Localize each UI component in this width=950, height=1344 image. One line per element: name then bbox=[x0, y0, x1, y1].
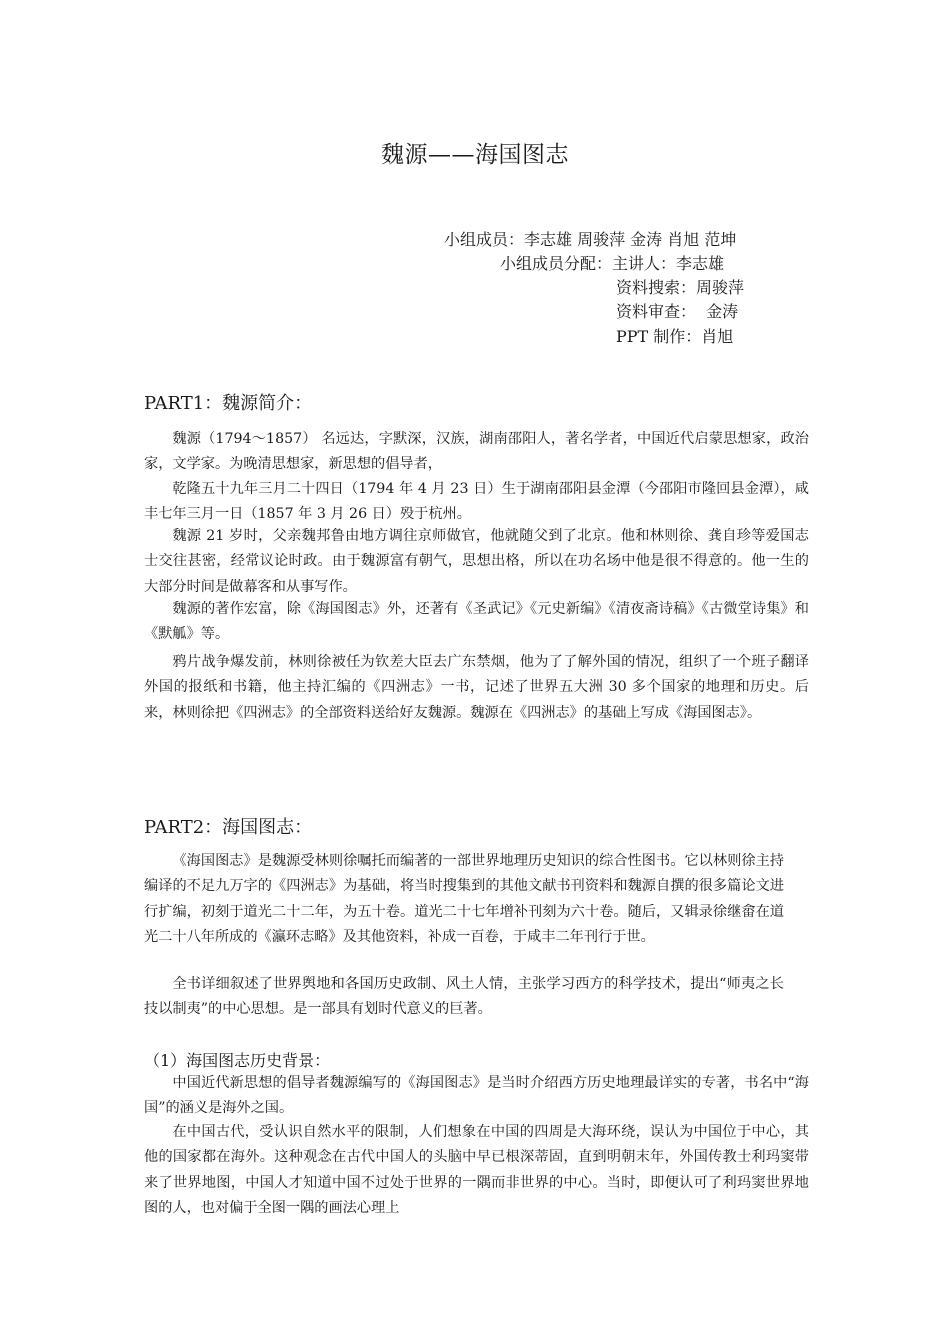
member-line-4: 资料审查： 金涛 bbox=[616, 302, 739, 321]
part1-heading: PART1：魏源简介： bbox=[144, 393, 313, 414]
part1-paragraph: 乾隆五十九年三月二十四日（1794 年 4 月 23 日）生于湖南邵阳县金潭（今邵阳市隆回县金潭），咸丰七年三月一日（1857 年 3 月 26 日）殁于杭州。 bbox=[144, 481, 809, 523]
member-line-3: 资料搜索：周骏萍 bbox=[616, 278, 745, 297]
part2-paragraph: 全书详细叙述了世界舆地和各国历史政制、风土人情，主张学习西方的科学技术，提出“师夷之长技以制夷”的中心思想。是一部具有划时代意义的巨著。 bbox=[144, 976, 784, 1018]
section1-paragraph: 在中国古代，受认识自然水平的限制，人们想象在中国的四周是大海环绕，误认为中国位于中心，其他的国家都在海外。这种观念在古代中国人的头脑中早已根深蒂固，直到明朝末年，外国传教士利玛窦带来了世界地图，中国人才知道中国不过处于世界的一隅而非世界的中心。当时，即便认可了利玛窦世界地图的人，也对偏于全图一隅的画法心理上 bbox=[144, 1124, 809, 1217]
part1-paragraph: 魏源 21 岁时，父亲魏邦鲁由地方调往京师做官，他就随父到了北京。他和林则徐、龚自珍等爱国志士交往甚密，经常议论时政。由于魏源富有朝气，思想出格，所以在功名场中他是很不得意的。他一生的大部分时间是做幕客和从事写作。 bbox=[144, 528, 809, 595]
section1-heading: （1）海国图志历史背景： bbox=[144, 1051, 331, 1070]
document-title: 魏源——海国图志 bbox=[381, 142, 569, 168]
member-line-1: 小组成员：李志雄 周骏萍 金涛 肖旭 范坤 bbox=[444, 230, 737, 249]
part1-paragraph: 鸦片战争爆发前，林则徐被任为钦差大臣去广东禁烟，他为了了解外国的情况，组织了一个班子翻译外国的报纸和书籍，他主持汇编的《四洲志》一书，记述了世界五大洲 30 多个国家的地理和历史。后来，林则徐把《四洲志》的全部资料送给好友魏源。魏源在《四洲志》的基础上写成《海国图志》。 bbox=[144, 654, 809, 721]
part1-paragraph: 魏源（1794～1857） 名远达，字默深，汉族，湖南邵阳人，著名学者，中国近代启蒙思想家，政治家，文学家。为晚清思想家，新思想的倡导者， bbox=[144, 431, 809, 473]
part2-paragraph: 《海国图志》是魏源受林则徐嘱托而编著的一部世界地理历史知识的综合性图书。它以林则徐主持编译的不足九万字的《四洲志》为基础，将当时搜集到的其他文献书刊资料和魏源自撰的很多篇论文进行扩编，初刻于道光二十二年，为五十卷。道光二十七年增补刊刻为六十卷。随后，又辑录徐继畲在道光二十八年所成的《瀛环志略》及其他资料，补成一百卷，于咸丰二年刊行于世。 bbox=[144, 853, 784, 946]
section1-paragraph: 中国近代新思想的倡导者魏源编写的《海国图志》是当时介绍西方历史地理最详实的专著，书名中“海国”的涵义是海外之国。 bbox=[144, 1075, 809, 1117]
member-line-2: 小组成员分配：主讲人：李志雄 bbox=[500, 254, 725, 273]
part1-paragraph: 魏源的著作宏富，除《海国图志》外，还著有《圣武记》《元史新编》《清夜斋诗稿》《古微堂诗集》和《默觚》等。 bbox=[144, 601, 809, 643]
part2-heading: PART2：海国图志： bbox=[144, 817, 313, 838]
member-line-5: PPT 制作：肖旭 bbox=[616, 327, 734, 346]
